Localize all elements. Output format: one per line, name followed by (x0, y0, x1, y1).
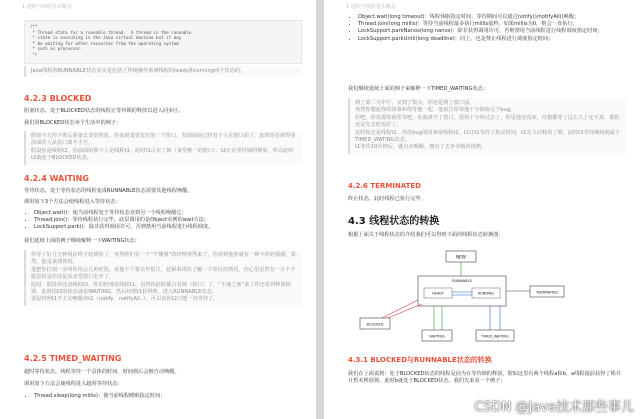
paragraph: 等待状态。处于等待状态的线程变成RUNNABLE状态需要其他线程唤醒。 (24, 188, 193, 194)
runnable-blocked-edge (382, 300, 418, 318)
method-list (24, 393, 302, 400)
quote-paragraph: 这时你还是线程t1，你改bug的同事是线程t2。t2让t1等待了指定时间，t1先主动释放了锁。此时t1等待期间就属于TIMED_WATING状态。 (355, 129, 620, 144)
paragraph: 终止状态。此时线程已执行完毕。 (348, 196, 426, 202)
paragraph: 根据上面关于线程状态的介绍我们可以得到下面的线程状态转换图： (348, 232, 504, 238)
section-heading-state-transition: 4.3 线程状态的转换 (348, 216, 440, 227)
paragraph: 我们继续延续上面的例子来解释一下TIMED_WAITING状态： (348, 86, 489, 92)
state-label: WAITING (429, 334, 445, 339)
paragraph: 我们在上面说到：处于BLOCKED状态的线程是因为在等待锁的释放。假如这里有两个线程a和b，a线程提前获得了锁并且暂未释放锁，此时b就处于BLOCKED状态。我们先来看一个例子： (348, 371, 621, 385)
list-item: • Object.wait()：使当前线程处于等待状态直到另一个线程唤醒它； (34, 210, 302, 217)
state-label: TIMED_WAITING (481, 334, 509, 339)
code-line: * Thread state for a runnable thread. A thread in the runnable (30, 29, 192, 35)
running-head: 1 进程与线程基本概念 (346, 4, 396, 10)
state-label: RUNNING (477, 291, 495, 296)
quote-paragraph: 假如今天你下班后准备去食堂吃饭。你来到食堂仅有的一个窗口，发现前面已经有个人在窗口前了，此时你必须得等前面的人从窗口离开才行。 (31, 133, 296, 147)
right-page (324, 0, 640, 419)
intro-note (24, 66, 302, 77)
quote-paragraph: 突然你想起你的同事叫你等他一起，他说让你等他十分钟改完个bug。 (355, 107, 516, 114)
quote-paragraph: 到了第二天中午，又到了饭点，你还是到了窗口前。 (355, 100, 475, 106)
blocked-runnable-edge (388, 304, 422, 318)
quote-paragraph: 此时，假设你还是线程t2，你的经理是线程t1。虽然你此时都占有锁（窗口）了，“不速之客”来了你还是得释放掉锁。此时你t2的状态就是WAITING。然后经理t1获得锁，进入RUNNABLE状态。 (31, 281, 291, 296)
section-heading-blocked-runnable: 4.3.1 BLOCKED与RUNNABLE状态的转换 (348, 356, 492, 364)
paragraph: 我们用BLOCKED状态举个生活中的例子： (24, 120, 122, 126)
running-head: 1 进程与线程基本概念 (22, 4, 72, 10)
state-label: TERMINATED (536, 290, 558, 295)
state-label: RUNNABLE (452, 279, 472, 283)
section-heading-terminated: 4.2.6 TERMINATED (348, 182, 421, 190)
paragraph: 阻塞状态。处于BLOCKED状态的线程正等待锁的释放以进入同步区。 (24, 108, 184, 114)
list-item: • LockSupport.parkNanos(long nanos)：除非获得调用许可，否则禁用当前线程进行线程调度指定时间； (358, 28, 626, 35)
code-block (24, 20, 302, 64)
list-item: • Thread.join()：等待线程执行完毕，底层调用的是Object实例的wait方法； (34, 217, 302, 224)
code-line: /** (30, 24, 38, 29)
quote-paragraph: 你等了好几分钟现在终于轮到你了，突然你们有一个“不懂事”的经理突然来了。你看到他你就有一种不祥的预感，果然，他是来找你的。 (31, 252, 296, 266)
code-line: * such as processor. (30, 46, 83, 52)
quote-paragraph: 要是经理t1不主动唤醒你t2（notify、notifyAll..），可以说你t2只能一直等待了。 (31, 296, 219, 303)
paragraph: 超时等待状态。线程等待一个具体的时间，时间到后会被自动唤醒。 (24, 369, 180, 375)
list-item: • LockSupport.park()：除非获得调用许可，否则禁用当前线程进行线程调度。 (34, 224, 302, 231)
paragraph: 调用如下方法会使线程进入超时等待状态： (24, 381, 123, 387)
section-heading-timed-waiting: 4.2.5 TIMED_WAITING (24, 354, 122, 363)
code-line: * be waiting for other resources from the operating system (30, 40, 179, 46)
method-list (348, 14, 626, 43)
paragraph: 调用如下3个方法会使线程进入等待状态： (24, 199, 121, 205)
quote-paragraph: 好吧，你说那你就等等吧，你就离开了窗口。很快十分钟过去了，你见他还没来，你想都等了这么久了还不来，那你还是先去吃饭好了。 (355, 114, 620, 129)
quote-paragraph: 假设你是线程t2，你前面的那个人是线程t1。此时t1占有了锁（食堂唯一的窗口），t2正在等待锁的释放，所以此时t2就处于BLOCKED状态。 (31, 147, 294, 162)
code-line: */ (30, 51, 38, 57)
code-line: * state is executing in the Java virtual machine but it may (30, 35, 182, 41)
example-quote (348, 98, 626, 154)
list-item: • Thread.sleep(long millis)：使当前线程睡眠指定时间； (34, 393, 302, 400)
paragraph: 我们延续上面的例子继续解释一下WAITING状态： (24, 238, 140, 244)
state-label: NEW (456, 254, 466, 260)
example-quote (24, 131, 302, 165)
state-label: BLOCKED (366, 322, 384, 327)
left-page (0, 0, 316, 419)
list-item: • Object.wait(long timeout)：线程休眠指定时间，等待期间可以通过notify()/notifyAll()唤醒； (358, 14, 626, 21)
method-list (24, 210, 302, 232)
section-heading-waiting: 4.2.4 WAITING (24, 174, 89, 183)
state-label: READY (432, 291, 444, 296)
section-heading-blocked: 4.2.3 BLOCKED (24, 94, 92, 103)
csdn-watermark: CSDN @Java技术那些事儿 (474, 400, 634, 415)
list-item: • LockSupport.parkUntil(long deadline)：同上，也是禁止线程进行调度指定时间； (358, 36, 626, 43)
example-quote (24, 250, 302, 306)
quote-paragraph: 他把你拉到一旁叫你待会儿再吃饭，说他下午要去作报告，赶紧来找你了解一下项目的情况。你心里虽然有一万个不愿意但是你还是从食堂窗口走开了。 (31, 266, 296, 281)
note-text: Java线程的RUNNABLE状态其实是包括了传统操作系统线程的ready和running两个状态的。 (31, 68, 246, 74)
quote-paragraph: t1等待10分钟后，就自动唤醒，拥有了去争夺锁的资格。 (355, 144, 487, 151)
thread-state-diagram (358, 248, 568, 348)
list-item: • Thread.join(long millis)：等待当前线程最多执行millis毫秒，如果millis为0，则会一直执行； (358, 21, 626, 28)
